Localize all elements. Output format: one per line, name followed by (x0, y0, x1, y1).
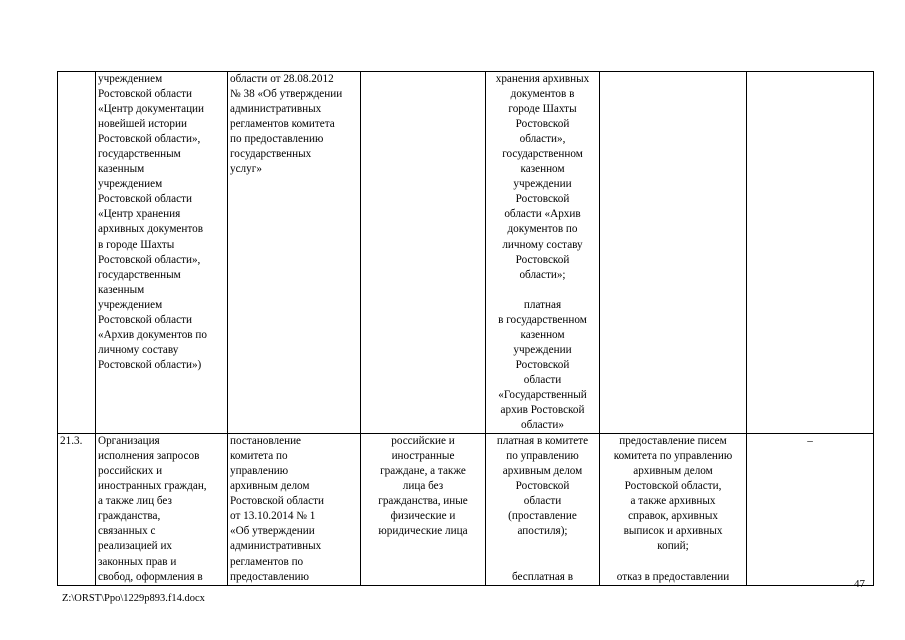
text-line: новейшей истории (98, 118, 187, 131)
text-line: 21.3. (60, 435, 83, 448)
text-line: от 13.10.2014 № 1 (230, 510, 316, 523)
legal-basis-cell (228, 434, 361, 585)
text-line: «Центр документации (98, 103, 205, 116)
text-line: учреждением (98, 73, 163, 85)
result-cell (600, 434, 747, 585)
text-line: по предоставлению (230, 133, 324, 146)
table-row (58, 434, 874, 585)
text-line: управлению (230, 465, 289, 478)
text-line: Ростовской (515, 193, 570, 206)
text-line: области «Архив (504, 208, 581, 221)
applicants-cell (361, 434, 486, 585)
text-line: а также лиц без (98, 495, 172, 508)
text-line: регламентов комитета (230, 118, 335, 131)
text-line: учреждением (98, 178, 163, 191)
text-line: архивным делом (502, 465, 583, 478)
text-line: хранения архивных (495, 73, 590, 85)
text-line: архивным делом (230, 480, 310, 493)
text-line: административных (230, 540, 322, 553)
text-line: российские и (391, 435, 455, 448)
text-line: документов по (507, 223, 578, 236)
text-line: Организация (98, 435, 160, 448)
text-line: а также архивных (630, 495, 716, 508)
text-line: копий; (657, 540, 689, 553)
text-line: архив Ростовской (500, 404, 585, 417)
text-line: услуг» (230, 163, 262, 176)
text-line: государственном (502, 148, 583, 161)
text-line: выписок и архивных (623, 525, 723, 538)
text-line: учреждением (98, 298, 163, 311)
text-line: области» (521, 419, 564, 432)
text-line: «Государственный (498, 388, 587, 401)
document-table (57, 71, 874, 586)
text-line: комитета по управлению (613, 450, 733, 463)
text-line: казенном (520, 328, 565, 341)
file-path: Z:\ORST\Ppo\1229p893.f14.docx (62, 593, 205, 604)
text-line: государственным (98, 268, 181, 281)
text-line: по управлению (506, 450, 579, 463)
text-line: государственных (230, 148, 312, 161)
text-line: Ростовской (515, 358, 570, 371)
text-line: казенным (98, 163, 145, 176)
text-line: юридические лица (378, 525, 468, 538)
text-line: государственным (98, 148, 181, 161)
text-line: «Центр хранения (98, 208, 181, 221)
text-line: Ростовской области (98, 88, 192, 101)
legal-basis-cell (228, 72, 361, 434)
text-line (488, 555, 597, 570)
service-name-cell (96, 434, 228, 585)
text-line: области», (519, 133, 566, 146)
text-line: платная в комитете (496, 435, 589, 448)
text-line: лица без (402, 480, 444, 493)
text-line: физические и (390, 510, 456, 523)
text-line: гражданства, (98, 510, 161, 523)
text-line: исполнения запросов (98, 450, 200, 463)
text-line: архивным делом (633, 465, 713, 478)
text-line (488, 539, 597, 554)
text-line: апостиля); (517, 525, 568, 538)
text-line: иностранных граждан, (98, 480, 207, 493)
text-line: Ростовской области (98, 313, 192, 326)
text-line: «Архив документов по (98, 328, 207, 341)
text-line: городе Шахты (508, 103, 577, 116)
text-line: платная (523, 298, 562, 311)
text-line: Ростовской области») (98, 358, 202, 371)
text-line: учреждении (513, 178, 572, 191)
fee-cell (486, 72, 600, 434)
text-line: Ростовской области», (98, 133, 201, 146)
text-line: учреждении (513, 343, 572, 356)
text-line: № 38 «Об утверждении (230, 88, 343, 101)
text-line: казенном (520, 163, 565, 176)
text-line: в государственном (498, 313, 587, 326)
text-line: законных прав и (98, 555, 177, 568)
applicants-cell (361, 72, 486, 434)
result-cell (600, 72, 747, 434)
text-line: Ростовской (515, 118, 570, 131)
text-line: иностранные (391, 450, 455, 463)
text-line: «Об утверждении (230, 525, 315, 538)
text-line: области от 28.08.2012 (230, 73, 334, 85)
text-line: предоставлению (230, 570, 309, 583)
organization-cell (96, 72, 228, 434)
text-line: справок, архивных (628, 510, 718, 523)
text-line: постановление (230, 435, 302, 448)
text-line (488, 283, 597, 298)
text-line: граждане, а также (380, 465, 466, 478)
fee-cell (486, 434, 600, 585)
text-line: архивных документов (98, 223, 203, 236)
text-line: российских и (98, 465, 163, 478)
text-line: административных (230, 103, 322, 116)
text-line: – (807, 435, 813, 448)
text-line: бесплатная в (511, 570, 574, 583)
text-line: казенным (98, 283, 145, 296)
text-line: области»; (519, 268, 566, 281)
text-line (60, 72, 93, 87)
text-line: предоставление писем (619, 435, 727, 448)
extra-cell (747, 434, 874, 585)
text-line: (проставление (508, 510, 577, 523)
text-line: области (523, 373, 562, 386)
text-line: Ростовской области (230, 495, 324, 508)
text-line: свобод, оформления в (98, 570, 203, 583)
text-line: связанных с (98, 525, 156, 538)
text-line: в городе Шахты (98, 238, 175, 251)
text-line: Ростовской области (98, 193, 192, 206)
text-line: личному составу (502, 238, 583, 251)
text-line: отказ в предоставлении (616, 570, 730, 583)
text-line: Ростовской (515, 253, 570, 266)
text-line: реализацией их (98, 540, 173, 553)
text-line: Ростовской области», (98, 253, 201, 266)
text-line: области (523, 495, 562, 508)
text-line: личному составу (98, 343, 179, 356)
text-line: комитета по (230, 450, 288, 463)
table-row (58, 72, 874, 434)
extra-cell (747, 72, 874, 434)
text-line: Ростовской (515, 480, 570, 493)
text-line: Ростовской области, (624, 480, 722, 493)
text-line: документов в (510, 88, 575, 101)
text-line (602, 555, 744, 570)
row-number-cell (58, 434, 96, 585)
text-line: регламентов по (230, 555, 304, 568)
row-number-cell (58, 72, 96, 434)
text-line: гражданства, иные (378, 495, 468, 508)
page-number: 47 (854, 578, 865, 590)
